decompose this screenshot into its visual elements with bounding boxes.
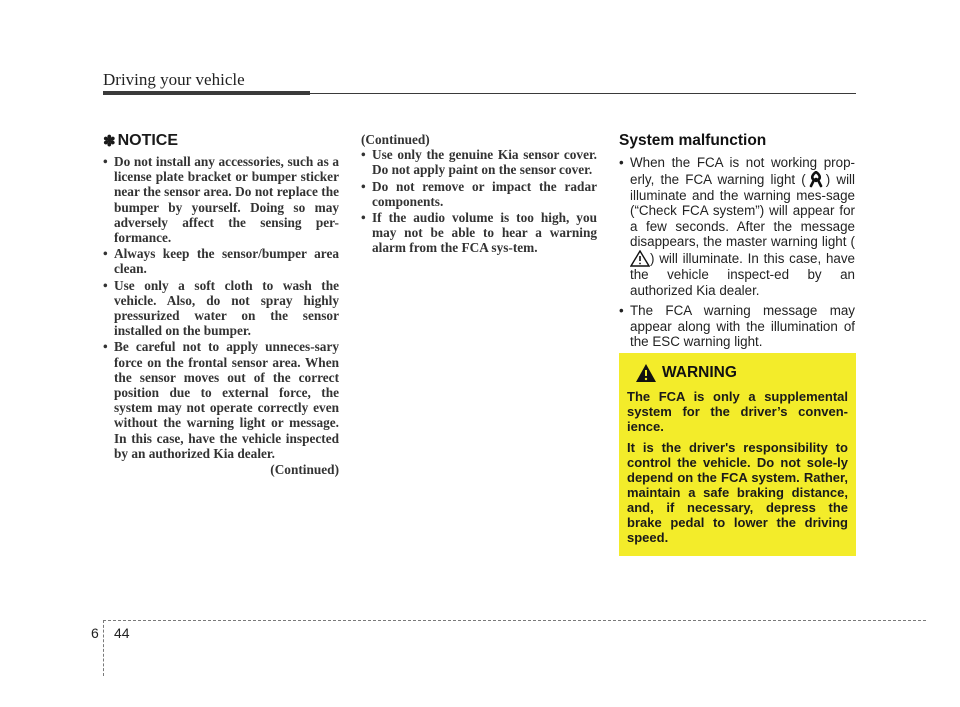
malfunction-text-2: ) will illuminate and the warning mes-sage (“Check FCA system”) will appear for a few seconds. After the message disappears, the master warning light ( <box>630 171 855 250</box>
chapter-number: 6 <box>91 625 99 641</box>
malfunction-item <box>619 155 855 298</box>
warning-paragraph-2: It is the driver's responsibility to control the vehicle. Do not sole-ly depend on the FCA system. Rather, maintain a safe braking distance, and, if necessary, depress the brake pedal to lower the driving speed. <box>627 440 848 545</box>
malfunction-title: System malfunction <box>619 132 767 149</box>
notice-item: • Always keep the sensor/bumper area clean. <box>103 246 339 276</box>
notice-item: • Do not remove or impact the radar components. <box>361 179 597 209</box>
notice-list <box>103 154 339 461</box>
fca-warning-light-icon <box>806 171 826 188</box>
malfunction-column <box>619 132 855 355</box>
notice-column-1 <box>103 132 339 477</box>
malfunction-text-1: When the FCA is not working prop-erly, the FCA warning light ( <box>630 155 855 187</box>
notice-item: • Be careful not to apply unneces-sary force on the frontal sensor area. When the sensor moves out of the correct position due to external force, the system may not operate correctly even without the warning light or message. In this case, have the vehicle inspected by an authorized Kia dealer. <box>103 339 339 461</box>
warning-box <box>619 353 856 556</box>
malfunction-list <box>619 155 855 350</box>
page-number: 44 <box>114 625 130 641</box>
header-rule-thick <box>103 91 310 95</box>
footer-rule <box>103 620 926 621</box>
warning-heading <box>635 363 848 383</box>
header-rule-thin <box>310 93 856 94</box>
warning-triangle-icon <box>635 363 657 383</box>
notice-item: • If the audio volume is too high, you may not be able to hear a warning alarm from the FCA sys-tem. <box>361 210 597 256</box>
notice-item: • Use only the genuine Kia sensor cover. Do not apply paint on the sensor cover. <box>361 147 597 177</box>
notice-heading <box>103 132 339 150</box>
notice-list-continued <box>361 147 597 255</box>
notice-column-2 <box>361 132 597 257</box>
warning-paragraph-1: The FCA is only a supplemental system for the driver’s conven-ience. <box>627 389 848 434</box>
malfunction-text-3: ) will illuminate. In this case, have the vehicle inspect-ed by an authorized Kia dealer. <box>630 250 855 298</box>
notice-title: NOTICE <box>117 132 179 149</box>
page-header-title: Driving your vehicle <box>103 70 245 89</box>
notice-item: • Use only a soft cloth to wash the vehicle. Also, do not spray highly pressurized water on the sensor installed on the bumper. <box>103 278 339 339</box>
malfunction-item: • The FCA warning message may appear along with the illumination of the ESC warning light. <box>619 303 855 350</box>
star-notice-icon: ✽ <box>103 133 116 150</box>
footer-vertical-rule <box>103 620 104 676</box>
warning-title: WARNING <box>662 364 737 381</box>
notice-item: • Do not install any accessories, such as a license plate bracket or bumper sticker near the sensor area. Do not replace the bumper by yourself. Doing so may adversely affect the sensing per-formance. <box>103 154 339 245</box>
continued-label: (Continued) <box>270 462 339 478</box>
continued-start-label: (Continued) <box>361 132 430 147</box>
master-warning-triangle-icon <box>630 250 650 267</box>
